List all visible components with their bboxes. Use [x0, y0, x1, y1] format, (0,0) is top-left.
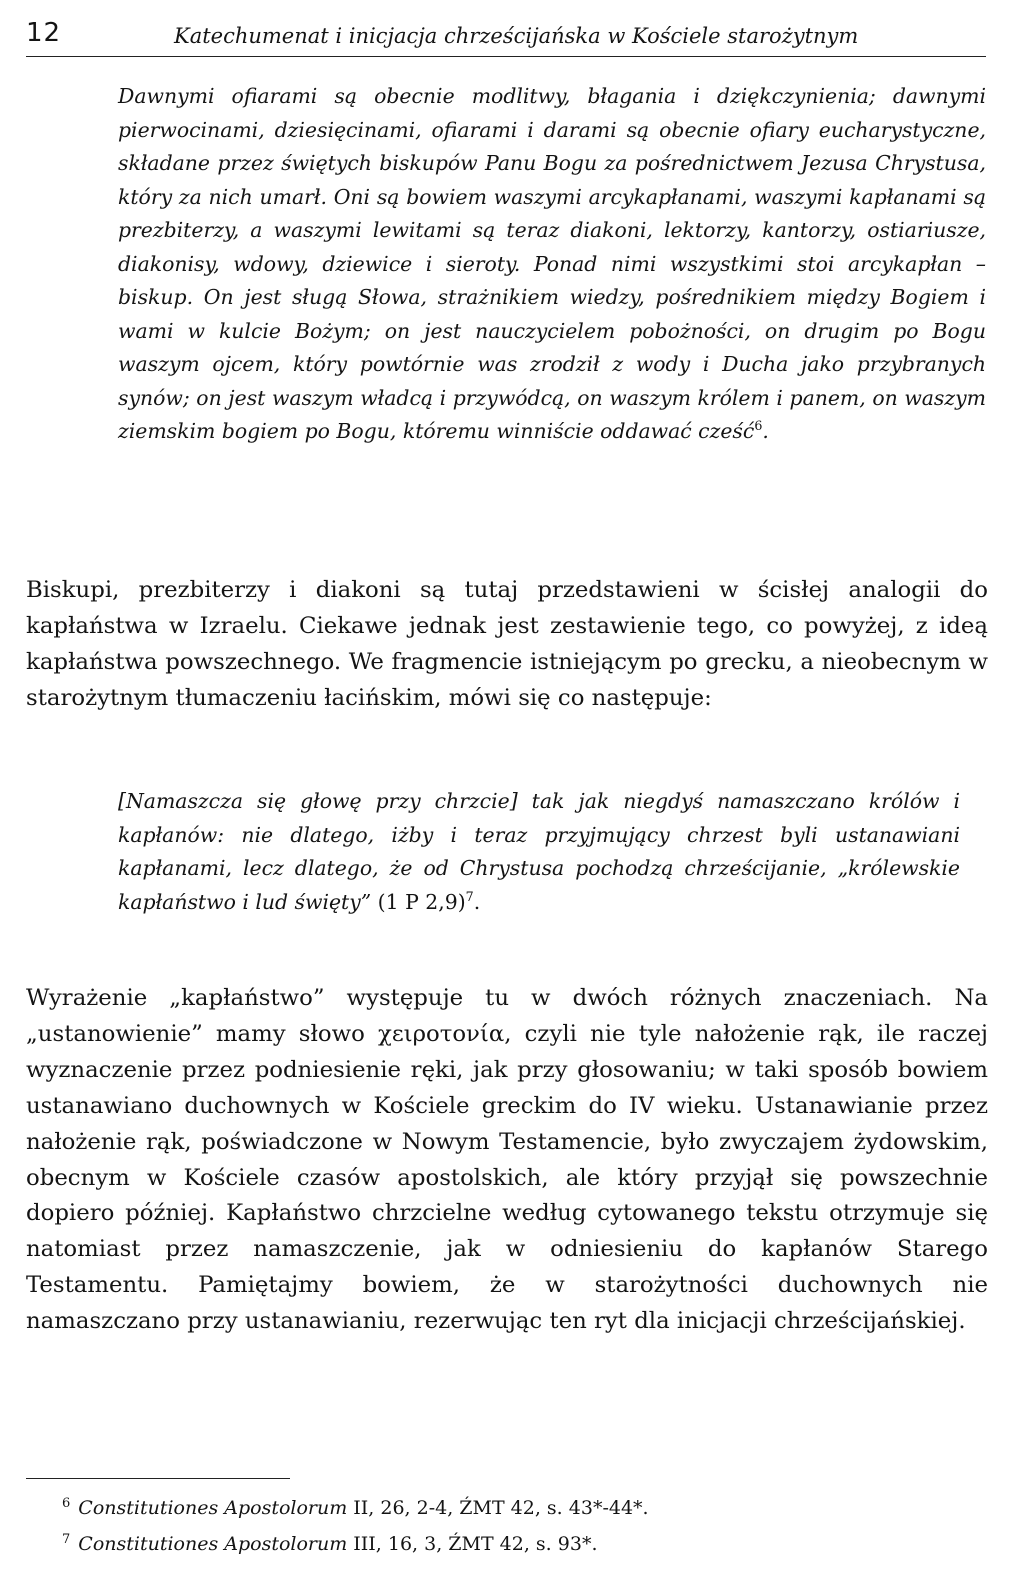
page-number: 12	[26, 18, 62, 48]
footnote-number: 6	[62, 1496, 71, 1511]
block-quote-constitutiones	[118, 80, 986, 449]
footnote-title: Constitutiones Apostolorum	[78, 1497, 348, 1519]
footnote-6	[62, 1488, 649, 1524]
footnote-ref: 7	[465, 888, 474, 904]
quote-end: .	[473, 889, 481, 914]
footnote-title: Constitutiones Apostolorum	[78, 1533, 348, 1555]
quote-text: [Namaszcza się głowę przy chrzcie] tak jak niegdyś namaszczano królów i kapłanów: nie dlatego, iżby i teraz przyjmujący chrzest byli ustanawiani kapłanami, lecz dlatego, że od Chrystusa pochodzą chrześcijanie, „królewskie kapłaństwo i lud święty”	[118, 789, 960, 914]
footnotes	[62, 1488, 649, 1560]
footnote-ref-text: II, 26, 2-4, ŹMT 42, s. 43*-44*.	[347, 1497, 649, 1519]
footnote-number: 7	[62, 1532, 71, 1547]
quote-end: .	[762, 419, 769, 443]
footnote-divider	[26, 1478, 290, 1479]
footnote-ref-text: III, 16, 3, ŹMT 42, s. 93*.	[347, 1533, 598, 1555]
body-paragraph-2: Wyrażenie „kapłaństwo” występuje tu w dwóch różnych znaczeniach. Na „ustanowienie” mamy słowo χειροτονία, czyli nie tyle nałożenie rąk, ile raczej wyznaczenie przez podniesienie ręki, jak przy głosowaniu; w taki sposób bowiem ustanawiano duchownych w Kościele greckim do IV wieku. Ustanawianie przez nałożenie rąk, poświadczone w Nowym Testamencie, było zwyczajem żydowskim, obecnym w Kościele czasów apostolskich, ale który przyjął się powszechnie dopiero później. Kapłaństwo chrzcielne według cytowanego tekstu otrzymuje się natomiast przez namaszczenie, jak w odniesieniu do kapłanów Starego Testamentu. Pamiętajmy bowiem, że w starożytności duchownych nie namaszczano przy ustanawianiu, rezerwując ten ryt dla inicjacji chrześcijańskiej.	[26, 985, 988, 1335]
body-paragraph-1: Biskupi, prezbiterzy i diakoni są tutaj przedstawieni w ścisłej analogii do kapłaństwa w Izraelu. Ciekawe jednak jest zestawienie tego, co powyżej, z ideą kapłaństwa powszechnego. We fragmencie istniejącym po grecku, a nieobecnym w starożytnym tłumaczeniu łacińskim, mówi się co następuje:	[26, 577, 988, 711]
quote-reference: (1 P 2,9)	[371, 889, 466, 914]
block-quote-anointing	[118, 785, 960, 919]
running-header	[26, 18, 986, 57]
running-title: Katechumenat i inicjacja chrześcijańska w Kościele starożytnym	[174, 24, 859, 48]
footnote-7	[62, 1524, 649, 1560]
footnote-ref: 6	[754, 418, 763, 434]
quote-text: Dawnymi ofiarami są obecnie modlitwy, błagania i dziękczynienia; dawnymi pierwocinami, dziesięcinami, ofiarami i darami są obecnie ofiary eucharystyczne, składane przez świętych biskupów Panu Bogu za pośrednictwem Jezusa Chrystusa, który za nich umarł. Oni są bowiem waszymi arcykapłanami, waszymi kapłanami są prezbiterzy, a waszymi lewitami są teraz diakoni, lektorzy, kantorzy, ostiariusze, diakonisy, wdowy, dziewice i sieroty. Ponad nimi wszystkimi stoi arcykapłan – biskup. On jest sługą Słowa, strażnikiem wiedzy, pośrednikiem między Bogiem i wami w kulcie Bożym; on jest nauczycielem pobożności, on drugim po Bogu waszym ojcem, który powtórnie was zrodził z wody i Ducha jako przybranych synów; on jest waszym władcą i przywódcą, on waszym królem i panem, on waszym ziemskim bogiem po Bogu, któremu winniście oddawać cześć	[118, 84, 986, 443]
